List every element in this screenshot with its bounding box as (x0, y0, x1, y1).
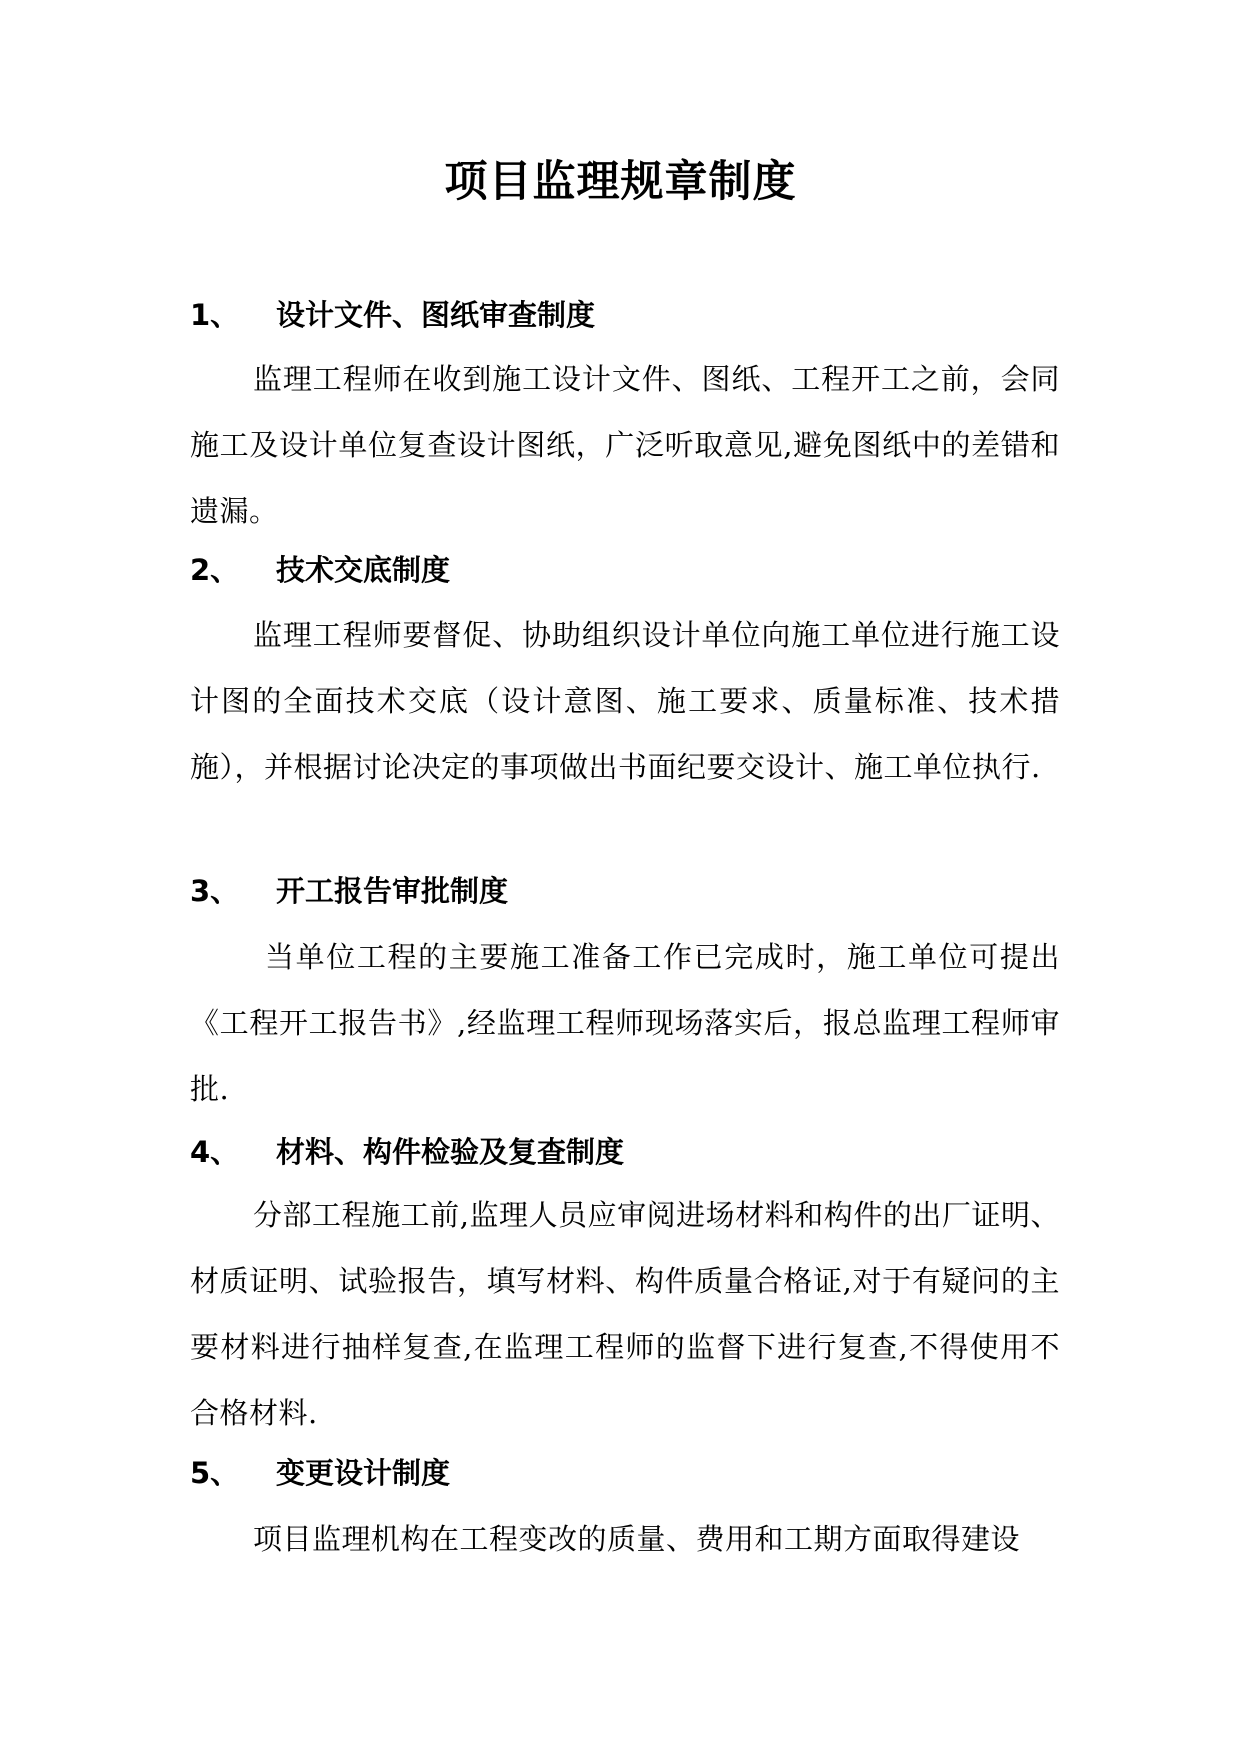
section-heading-text: 开工报告审批制度 (276, 874, 509, 908)
section-1-heading (190, 290, 595, 340)
section-heading-text: 变更设计制度 (276, 1456, 451, 1490)
section-number: 5、 (190, 1456, 240, 1490)
section-2-body: 监理工程师要督促、协助组织设计单位向施工单位进行施工设计图的全面技术交底（设计意图、施工要求、质量标准、技术措施），并根据讨论决定的事项做出书面纪要交设计、施工单位执行. (190, 618, 1060, 784)
section-3-heading (190, 866, 508, 916)
section-1-body: 监理工程师在收到施工设计文件、图纸、工程开工之前，会同施工及设计单位复查设计图纸，广泛听取意见,避免图纸中的差错和遗漏。 (190, 362, 1060, 528)
section-2-heading (190, 545, 450, 595)
section-heading-text: 设计文件、图纸审查制度 (276, 298, 596, 332)
section-number: 2、 (190, 553, 240, 587)
section-heading-text: 材料、构件检验及复查制度 (276, 1135, 625, 1169)
section-3-body: 当单位工程的主要施工准备工作已完成时，施工单位可提出《工程开工报告书》,经监理工程师现场落实后，报总监理工程师审批. (190, 940, 1060, 1106)
section-number: 4、 (190, 1135, 240, 1169)
section-5-body: 项目监理机构在工程变改的质量、费用和工期方面取得建设 (253, 1522, 1021, 1556)
section-number: 1、 (190, 298, 240, 332)
document-title: 项目监理规章制度 (444, 157, 797, 207)
section-number: 3、 (190, 874, 240, 908)
section-4-body: 分部工程施工前,监理人员应审阅进场材料和构件的出厂证明、材质证明、试验报告，填写材料、构件质量合格证,对于有疑问的主要材料进行抽样复查,在监理工程师的监督下进行复查,不得使用不合格材料. (190, 1198, 1060, 1430)
section-4-heading (190, 1127, 624, 1177)
section-heading-text: 技术交底制度 (276, 553, 451, 587)
section-5-heading (190, 1448, 450, 1498)
